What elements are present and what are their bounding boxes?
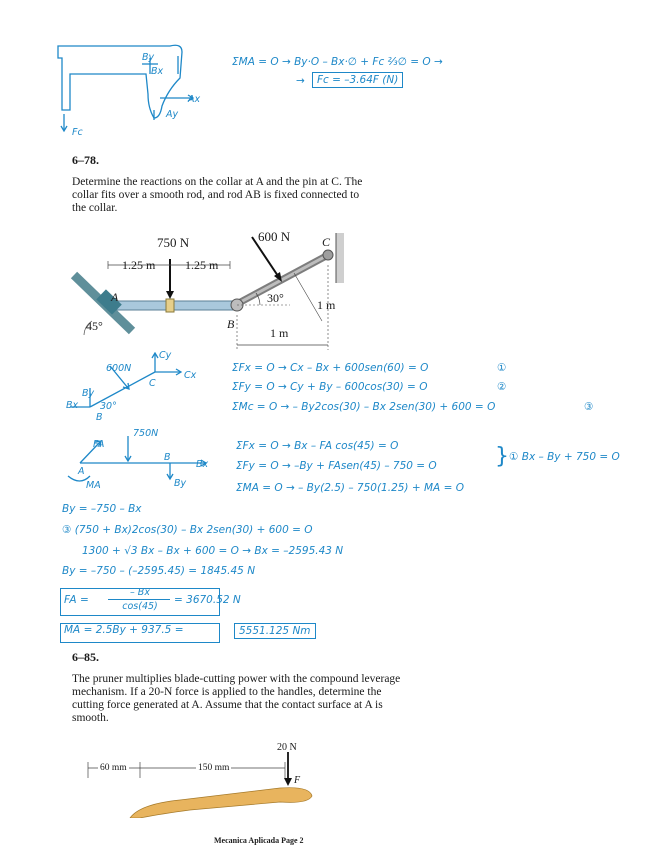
- solution-line-3: 1300 + √3 Bx – Bx + 600 = O → Bx = –2595.43 N: [82, 545, 344, 557]
- solution-line-1: By = –750 – Bx: [62, 503, 142, 515]
- problem-number-678: 6–78.: [72, 153, 99, 167]
- fa-numerator: – Bx: [130, 587, 150, 598]
- fbd2-eq-3: ΣMA = O → – By(2.5) – 750(1.25) + MA = O: [236, 482, 464, 494]
- brace: }: [495, 444, 509, 469]
- fbd2-label-ma: MA: [86, 480, 101, 491]
- sketch-label-by: By: [142, 52, 155, 63]
- ma-label: MA = 2.5By + 937.5 =: [64, 624, 184, 636]
- fa-denominator: cos(45): [122, 601, 158, 612]
- page-footer: Mecanica Aplicada Page 2: [214, 836, 304, 845]
- label-b: B: [227, 317, 235, 331]
- fbd1-mark-1: ①: [497, 362, 507, 374]
- problem-text-678: Determine the reactions on the collar at A and the pin at C. The collar fits over a smooth rod, and rod AB is fixed connected to the collar.: [72, 176, 363, 214]
- fbd2-label-bx: Bx: [196, 459, 209, 470]
- fbd1-sketch: [60, 352, 210, 422]
- dim-60: 60 mm: [100, 763, 127, 773]
- label-c: C: [322, 235, 331, 249]
- angle-45: 45°: [86, 319, 103, 333]
- fbd1-label-ang: 30°: [100, 401, 117, 412]
- label-a: A: [111, 290, 119, 304]
- fbd2-label-750: 750N: [133, 428, 159, 439]
- sketch-label-bx: Bx: [151, 66, 164, 77]
- top-result-box: Fc = –3.64F (N): [312, 72, 403, 88]
- fbd2-eq-1: ΣFx = O → Bx – FA cos(45) = O: [236, 440, 399, 452]
- force-20-label: 20 N: [277, 742, 297, 753]
- arrow-prefix: →: [296, 75, 305, 87]
- dim-1m-a: 1 m: [317, 298, 336, 312]
- fbd1-label-600: 600N: [106, 363, 132, 374]
- fbd2-side-note: ① Bx – By + 750 = O: [509, 451, 620, 463]
- fa-fraction-bar: [108, 599, 170, 600]
- dim-125b: 1.25 m: [185, 258, 219, 272]
- fbd2-label-b: B: [164, 452, 171, 463]
- fbd1-eq-2: ΣFy = O → Cy + By – 600cos(30) = O: [232, 381, 428, 393]
- fbd1-label-bx: Bx: [66, 400, 79, 411]
- fbd1-eq-1: ΣFx = O → Cx – Bx + 600sen(60) = O: [232, 362, 429, 374]
- dim-125a: 1.25 m: [122, 258, 156, 272]
- fbd1-mark-2: ②: [497, 381, 507, 393]
- force-600-label: 600 N: [258, 229, 291, 244]
- fbd2-label-a: A: [78, 466, 85, 477]
- fbd1-eq-3: ΣMc = O → – By2cos(30) – Bx 2sen(30) + 600 = O: [232, 401, 496, 413]
- dim-150: 150 mm: [198, 763, 230, 773]
- ma-result-box: 5551.125 Nm: [234, 623, 316, 639]
- angle-30: 30°: [267, 291, 284, 305]
- force-750-label: 750 N: [157, 235, 190, 250]
- fbd1-label-c: C: [149, 378, 156, 389]
- solution-line-4: By = –750 – (–2595.45) = 1845.45 N: [62, 565, 256, 577]
- sketch-label-ax: Ax: [188, 94, 201, 105]
- fbd1-mark-3: ③: [584, 401, 594, 413]
- fbd2-label-fa: FA: [93, 439, 105, 450]
- fbd2-eq-2: ΣFy = O → –By + FAsen(45) – 750 = O: [236, 460, 437, 472]
- sketch-label-fc: Fc: [72, 127, 83, 138]
- top-moment-equation: ΣMA = O → By·O – Bx·∅ + Fc ⅔∅ = O →: [232, 56, 443, 68]
- fa-label: FA =: [64, 594, 89, 606]
- fbd2-label-by: By: [174, 478, 187, 489]
- label-f: F: [294, 775, 301, 786]
- problem-text-685: The pruner multiplies blade-cutting power with the compound leverage mechanism. If a 20-N force is applied to the handles, determine the cutting force generated at A. Assume that the contact surface at A is smooth.: [72, 673, 401, 724]
- fbd1-label-cx: Cx: [184, 370, 197, 381]
- fbd1-label-cy: Cy: [159, 350, 172, 361]
- problem-number-685: 6–85.: [72, 650, 99, 664]
- solution-line-2: ③ (750 + Bx)2cos(30) – Bx 2sen(30) + 600 = O: [62, 524, 313, 536]
- fbd1-label-b: B: [96, 412, 103, 423]
- top-sketch: [50, 38, 225, 138]
- dim-1m-b: 1 m: [270, 326, 289, 340]
- fbd1-label-by: By: [82, 388, 95, 399]
- sketch-label-ay: Ay: [166, 109, 179, 120]
- fa-result-value: = 3670.52 N: [174, 594, 241, 606]
